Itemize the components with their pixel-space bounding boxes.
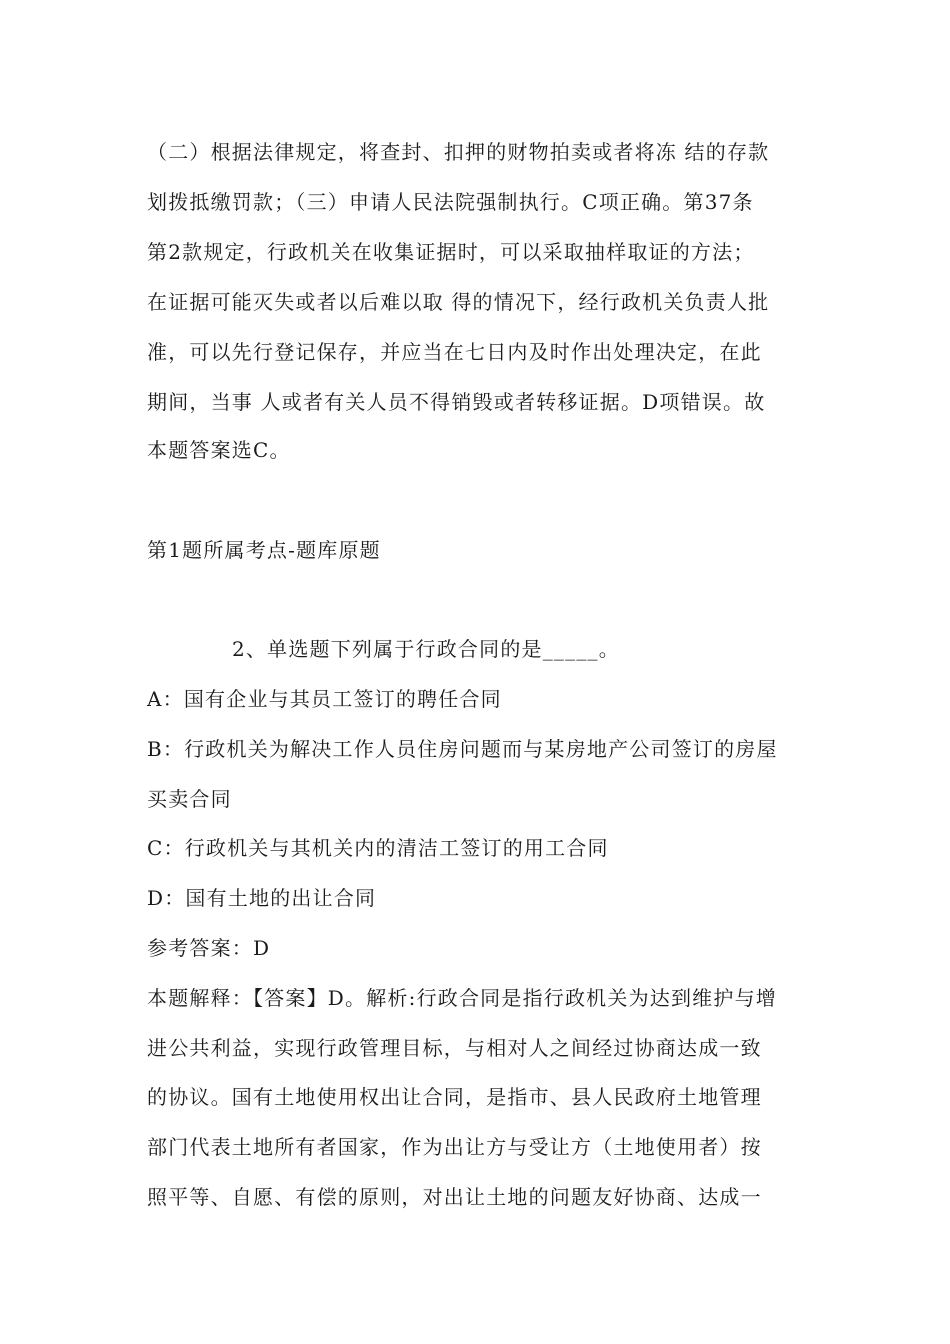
- option-b-continued: 买卖合同: [147, 787, 232, 811]
- explanation-line: 进公共利益，实现行政管理目标，与相对人之间经过协商达成一致: [147, 1036, 762, 1060]
- question-stem: 2、单选题下列属于行政合同的是_____。: [232, 637, 620, 661]
- paragraph-line: 第2款规定，行政机关在收集证据时，可以采取抽样取证的方法；: [147, 240, 755, 264]
- explanation-line: 本题解释：【答案】D。解析:行政合同是指行政机关为达到维护与增: [147, 986, 777, 1010]
- explanation-line: 部门代表土地所有者国家，作为出让方与受让方（土地使用者）按: [147, 1135, 762, 1159]
- knowledge-point-label: 第1题所属考点-题库原题: [147, 538, 381, 562]
- option-c: C：行政机关与其机关内的清洁工签订的用工合同: [147, 836, 609, 860]
- paragraph-line: 划拨抵缴罚款；（三）申请人民法院强制执行。C项正确。第37条: [147, 190, 754, 214]
- paragraph-line: 在证据可能灭失或者以后难以取 得的情况下，经行政机关负责人批: [147, 290, 770, 314]
- explanation-line: 的协议。国有土地使用权出让合同，是指市、县人民政府土地管理: [147, 1085, 762, 1109]
- explanation-line: 照平等、自愿、有偿的原则，对出让土地的问题友好协商、达成一: [147, 1185, 762, 1209]
- reference-answer: 参考答案：D: [147, 936, 271, 960]
- option-a: A：国有企业与其员工签订的聘任合同: [147, 687, 502, 711]
- paragraph-line: 期间，当事 人或者有关人员不得销毁或者转移证据。D项错误。故: [147, 390, 766, 414]
- option-d: D：国有土地的出让合同: [147, 886, 377, 910]
- paragraph-line: （二）根据法律规定，将查封、扣押的财物拍卖或者将冻 结的存款: [147, 140, 770, 164]
- paragraph-line: 本题答案选C。: [147, 438, 291, 462]
- option-b: B：行政机关为解决工作人员住房问题而与某房地产公司签订的房屋: [147, 737, 778, 761]
- paragraph-line: 准，可以先行登记保存，并应当在七日内及时作出处理决定，在此: [147, 340, 762, 364]
